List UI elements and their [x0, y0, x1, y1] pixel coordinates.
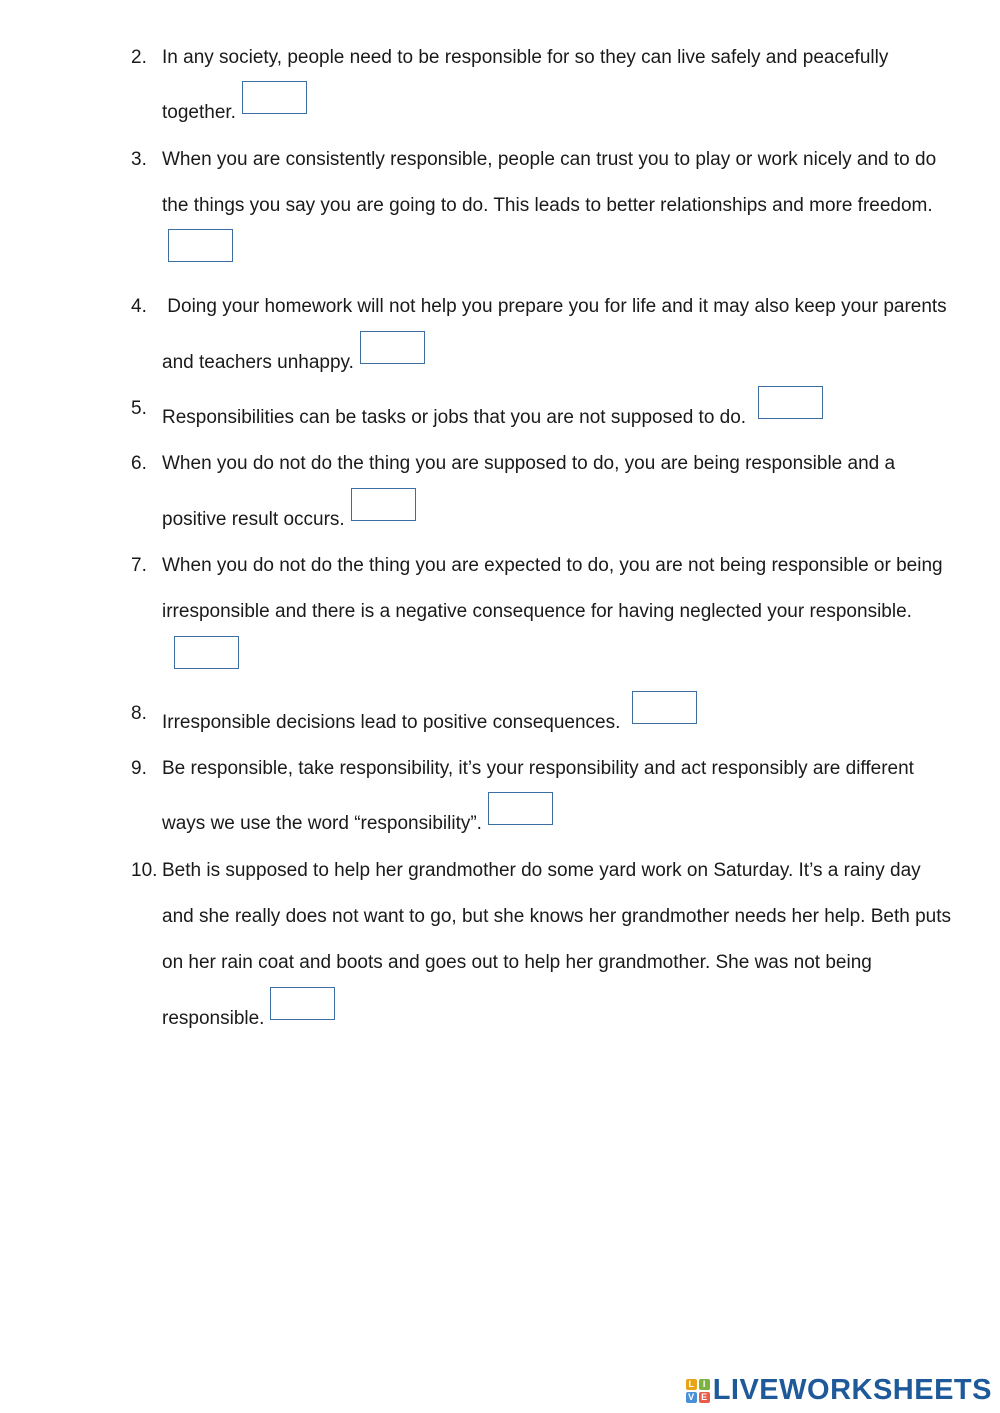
question-number: 10.	[131, 859, 158, 881]
question-number: 8.	[131, 702, 147, 724]
answer-box-4[interactable]	[360, 331, 425, 364]
question-10	[131, 848, 951, 1042]
question-text: Doing your homework will not help you prepare you for life and it may also keep your parents and teachers unhappy.	[162, 296, 947, 373]
question-text: When you do not do the thing you are expected to do, you are not being responsible or being irresponsible and there is a negative consequence for having neglected your responsible.	[162, 554, 943, 623]
question-list	[131, 35, 951, 1042]
answer-box-10[interactable]	[270, 987, 335, 1020]
question-text: When you are consistently responsible, people can trust you to play or work nicely and to do the things you say you are going to do. This leads to better relationships and more freedom.	[162, 148, 937, 216]
question-text: Beth is supposed to help her grandmother do some yard work on Saturday. It’s a rainy day and she really does not want to go, but she knows her grandmother needs her help. Beth puts on her rain coat and boots and goes out to help her grandmother. She was not being responsible.	[162, 859, 952, 1029]
question-text: When you do not do the thing you are supposed to do, you are being responsible and a positive result occurs.	[162, 453, 896, 530]
answer-box-2[interactable]	[242, 81, 307, 114]
question-number: 4.	[131, 296, 147, 318]
question-4	[131, 284, 951, 386]
question-number: 7.	[131, 554, 147, 576]
logo-letter: E	[699, 1392, 710, 1403]
liveworksheets-logo-icon	[686, 1379, 710, 1403]
logo-letter: L	[686, 1379, 697, 1390]
question-text: Responsibilities can be tasks or jobs that you are not supposed to do.	[162, 407, 747, 429]
question-6	[131, 441, 951, 543]
answer-box-7[interactable]	[174, 636, 239, 669]
question-3	[131, 137, 951, 285]
question-number: 3.	[131, 148, 147, 170]
question-number: 6.	[131, 453, 147, 475]
answer-box-3[interactable]	[168, 229, 233, 262]
question-text: Irresponsible decisions lead to positive consequences.	[162, 711, 621, 733]
question-8	[131, 691, 951, 746]
brand-name: LIVEWORKSHEETS	[712, 1374, 992, 1406]
question-9	[131, 746, 951, 848]
answer-box-9[interactable]	[488, 792, 553, 825]
question-5	[131, 386, 951, 441]
question-number: 2.	[131, 47, 147, 68]
answer-box-5[interactable]	[758, 386, 823, 419]
answer-box-6[interactable]	[351, 488, 416, 521]
question-2	[131, 35, 951, 137]
question-7	[131, 543, 951, 691]
question-text: In any society, people need to be responsible for so they can live safely and peacefully together.	[162, 47, 889, 124]
liveworksheets-branding	[686, 1374, 992, 1407]
question-number: 5.	[131, 398, 147, 420]
logo-letter: V	[686, 1392, 697, 1403]
logo-letter: I	[699, 1379, 710, 1390]
question-text: Be responsible, take responsibility, it’s your responsibility and act responsibly are different ways we use the word “responsibility”.	[162, 758, 914, 835]
answer-box-8[interactable]	[632, 691, 697, 724]
question-number: 9.	[131, 758, 147, 780]
